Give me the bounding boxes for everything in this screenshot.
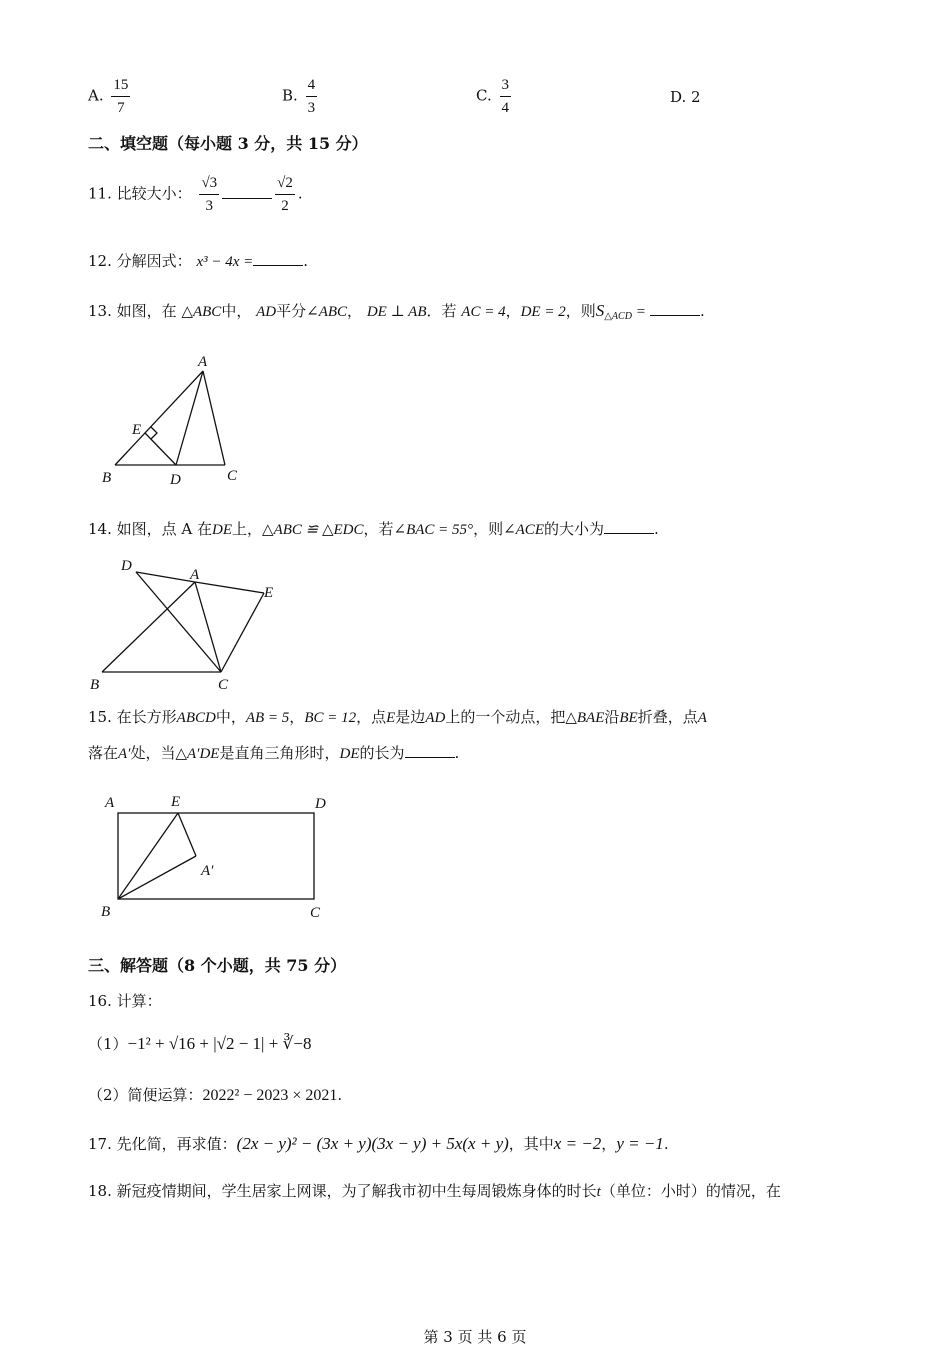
q13-area-symbol: S — [595, 301, 605, 320]
choice-a — [88, 74, 133, 119]
question-15-line-2 — [88, 742, 459, 763]
fig15-label-b: B — [101, 904, 111, 920]
choice-d: D. 2 — [670, 88, 701, 106]
fig14-label-b: B — [90, 677, 100, 693]
q15-e: E — [386, 710, 396, 726]
q13-answer-blank[interactable] — [650, 314, 700, 316]
q11-answer-blank[interactable] — [222, 197, 272, 199]
q14-number: 14. — [88, 520, 112, 538]
q11-number: 11. — [88, 184, 112, 203]
q15-de: DE — [339, 746, 360, 762]
q15-ad: AD — [425, 710, 446, 726]
q15-a-prime: A′ — [118, 746, 131, 762]
q16-part1-label: （1） — [88, 1035, 128, 1053]
q13-text-5: ．若 — [426, 302, 457, 320]
q15-bc: BC = 12 — [304, 710, 357, 726]
figure-14 — [85, 552, 285, 694]
q15-abcd: ABCD — [176, 710, 216, 726]
q18-text-2: （单位：小时）的情况，在 — [600, 1182, 781, 1200]
q14-text-1: 如图，点 A 在 — [116, 520, 213, 538]
q16-text: 计算： — [116, 992, 162, 1010]
choice-c-label: C. — [476, 86, 492, 105]
q13-text-2: 中， — [221, 302, 252, 320]
q14-end: . — [654, 520, 659, 538]
fig14-label-c: C — [218, 677, 229, 693]
q13-text-6: ， — [505, 302, 521, 320]
q15-be: BE — [619, 710, 638, 726]
choice-a-label: A. — [88, 86, 104, 105]
q15-text-6: 上的一个动点，把 — [445, 708, 566, 726]
question-16-part-2 — [88, 1084, 342, 1105]
q15-text-7: 沿 — [604, 708, 620, 726]
page-footer: 第 3 页 共 6 页 — [423, 1328, 527, 1346]
q11-right-numerator: √2 — [275, 172, 295, 195]
q15-line2-text-4: 的长为 — [359, 744, 405, 762]
fig14-line-da — [136, 572, 195, 582]
q18-variable-t: t — [596, 1184, 601, 1200]
q15-bae: △BAE — [565, 710, 605, 726]
q17-separator: ， — [601, 1135, 617, 1153]
fig15-label-d: D — [315, 796, 326, 812]
fig14-line-ba — [102, 582, 195, 672]
fig13-line-ed — [145, 433, 176, 465]
q11-left-denominator: 3 — [205, 198, 214, 214]
q15-text-8: 折叠，点 — [637, 708, 698, 726]
choice-c-numerator: 3 — [500, 74, 512, 97]
q14-text-4: ，则 — [473, 520, 504, 538]
q15-triangle-apde: △A′DE — [175, 746, 220, 762]
q15-number: 15. — [88, 708, 112, 726]
fig14-label-d: D — [121, 558, 132, 574]
q13-text-4: ， — [347, 302, 363, 320]
choice-a-denominator: 7 — [117, 100, 125, 116]
q15-text-5: 是边 — [395, 708, 426, 726]
q17-number: 17. — [88, 1135, 112, 1153]
fig14-label-e: E — [264, 585, 274, 601]
fig15-label-c: C — [310, 905, 321, 921]
fig15-line-be — [118, 813, 178, 899]
q13-ac: AC = 4 — [461, 304, 506, 320]
q13-equals: = — [636, 304, 646, 320]
choice-b-numerator: 4 — [306, 74, 318, 97]
figure-15 — [95, 790, 345, 925]
q18-number: 18. — [88, 1182, 112, 1200]
q15-end: . — [454, 744, 460, 762]
q13-de: DE = 2 — [520, 304, 566, 320]
fig15-label-a: A — [105, 795, 115, 811]
q11-left-numerator: √3 — [199, 172, 219, 195]
q14-de: DE — [212, 522, 233, 538]
question-15-line-1 — [88, 706, 707, 727]
question-17 — [88, 1133, 669, 1154]
q14-answer-blank[interactable] — [604, 532, 654, 534]
choice-c — [476, 74, 514, 119]
question-14 — [88, 518, 659, 539]
q15-line2-text-3: 是直角三角形时， — [219, 744, 340, 762]
fig13-label-a: A — [198, 354, 208, 370]
q12-expression: x³ − 4x = — [196, 254, 254, 270]
q12-answer-blank[interactable] — [253, 264, 303, 266]
q13-text-3: 平分 — [276, 302, 307, 320]
q17-x-value: x = −2 — [553, 1134, 602, 1153]
q15-text-1: 在长方形 — [116, 708, 177, 726]
q13-number: 13. — [88, 302, 112, 320]
choice-b-label: B. — [282, 86, 298, 105]
fig15-label-e: E — [171, 794, 181, 810]
question-11 — [88, 172, 303, 217]
fig15-line-ba-prime — [118, 856, 196, 899]
q17-expression: (2x − y)² − (3x + y)(3x − y) + 5x(x + y) — [236, 1134, 509, 1153]
question-12 — [88, 250, 308, 271]
q13-text-1: 如图，在 — [116, 302, 177, 320]
fig13-label-e: E — [132, 422, 142, 438]
choice-c-denominator: 4 — [501, 100, 509, 116]
fig14-line-ae — [195, 582, 264, 593]
choice-a-numerator: 15 — [111, 74, 130, 97]
q13-triangle: △ABC — [181, 304, 222, 320]
q16-part2-end: . — [337, 1086, 343, 1104]
q17-end: . — [663, 1135, 669, 1153]
fig13-label-b: B — [102, 470, 112, 486]
q16-part2-expression: 2022² − 2023 × 2021 — [202, 1087, 338, 1104]
q15-line2-text-1: 落在 — [88, 744, 119, 762]
q14-angle-bac: ∠BAC = 55° — [393, 522, 474, 538]
q13-area-subscript: △ACD — [604, 311, 632, 322]
q14-angle-ace: ∠ACE — [503, 522, 544, 538]
q12-text: 分解因式： — [116, 252, 192, 270]
q14-text-3: ，若 — [363, 520, 394, 538]
q17-y-value: y = −1 — [616, 1134, 664, 1153]
fig14-label-a: A — [190, 567, 200, 583]
q11-end: . — [297, 184, 303, 203]
q15-line2-text-2: 处，当 — [130, 744, 176, 762]
q15-answer-blank[interactable] — [405, 756, 455, 758]
fig13-line-ac — [203, 371, 225, 465]
q13-angle: ∠ABC — [306, 304, 348, 320]
q12-end: . — [303, 252, 309, 270]
q14-text-2: 上， — [232, 520, 263, 538]
q11-right-denominator: 2 — [281, 198, 289, 214]
choice-b-denominator: 3 — [307, 100, 316, 116]
fig13-right-angle-mark — [151, 427, 157, 439]
section3-title: 三、解答题（8 个小题，共 75 分） — [88, 956, 347, 975]
q15-a: A — [697, 710, 707, 726]
q13-ad: AD — [256, 304, 277, 320]
fig15-label-a-prime: A′ — [201, 863, 214, 879]
fig13-label-c: C — [227, 468, 238, 484]
q15-text-3: ， — [289, 708, 305, 726]
q14-congruence: △ABC ≌ △EDC — [262, 522, 364, 538]
fig13-label-d: D — [170, 472, 181, 488]
q13-perpendicular: DE ⊥ AB — [366, 304, 427, 320]
choice-b — [282, 74, 320, 119]
q13-end: . — [699, 302, 705, 320]
q15-ab: AB = 5 — [245, 710, 290, 726]
q15-text-4: ，点 — [356, 708, 387, 726]
q16-part2-label: （2）简便运算： — [88, 1086, 203, 1104]
q11-text: 比较大小： — [116, 184, 192, 203]
q16-number: 16. — [88, 992, 112, 1010]
section2-title: 二、填空题（每小题 3 分，共 15 分） — [88, 134, 368, 153]
q16-part1-expression: −1² + √16 + |√2 − 1| + ∛−8 — [127, 1034, 312, 1053]
question-16 — [88, 990, 162, 1011]
q14-text-5: 的大小为 — [543, 520, 604, 538]
question-13 — [88, 300, 705, 322]
figure-13 — [95, 350, 255, 490]
q15-text-2: 中， — [215, 708, 246, 726]
question-18 — [88, 1180, 781, 1201]
question-16-part-1 — [88, 1033, 311, 1054]
q17-text-2: ，其中 — [508, 1135, 554, 1153]
q18-text: 新冠疫情期间，学生居家上网课，为了解我市初中生每周锻炼身体的时长 — [116, 1182, 597, 1200]
fig14-line-dc — [136, 572, 221, 672]
fig15-line-ea-prime — [178, 813, 196, 856]
q13-text-7: ，则 — [565, 302, 596, 320]
fig14-line-ec — [221, 593, 264, 672]
q12-number: 12. — [88, 252, 112, 270]
q17-text: 先化简，再求值： — [116, 1135, 237, 1153]
fig14-line-ac — [195, 582, 221, 672]
